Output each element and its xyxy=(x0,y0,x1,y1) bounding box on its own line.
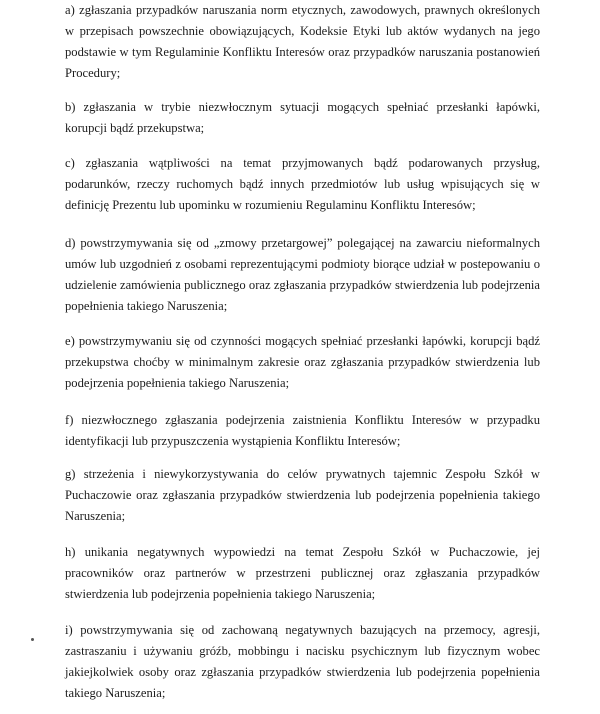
scan-speck-dot xyxy=(31,638,34,641)
list-item-text: d) powstrzymywania się od „zmowy przetargowej” polegającej na zawarciu nieformalnych umów lub uzgodnień z osobami reprezentującymi podmioty biorące udział w postepowaniu o udzielenie zamówienia publicznego oraz zgłaszania przypadków stwierdzenia lub podejrzenia popełnienia takiego Naruszenia; xyxy=(65,236,540,313)
list-item-i xyxy=(65,620,540,704)
list-item-h xyxy=(65,542,540,605)
list-item-a xyxy=(65,0,540,84)
list-item-f xyxy=(65,410,540,452)
list-item-c xyxy=(65,153,540,216)
list-item-text: b) zgłaszania w trybie niezwłocznym sytuacji mogących spełniać przesłanki łapówki, korupcji bądź przekupstwa; xyxy=(65,100,540,135)
list-item-d xyxy=(65,233,540,317)
list-item-text: f) niezwłocznego zgłaszania podejrzenia zaistnienia Konfliktu Interesów w przypadku identyfikacji lub przypuszczenia wystąpienia Konfliktu Interesów; xyxy=(65,413,540,448)
list-item-g xyxy=(65,464,540,527)
list-item-text: c) zgłaszania wątpliwości na temat przyjmowanych bądź podarowanych przysług, podarunków, rzeczy ruchomych bądź innych przedmiotów lub usług wpisujących się w definicję Prezentu lub upominku w rozumieniu Regulaminu Konfliktu Interesów; xyxy=(65,156,540,212)
list-item-text: h) unikania negatywnych wypowiedzi na temat Zespołu Szkół w Puchaczowie, jej pracowników oraz partnerów w przestrzeni publicznej oraz zgłaszania przypadków stwierdzenia lub podejrzenia popełnienia takiego Naruszenia; xyxy=(65,545,540,601)
list-item-b xyxy=(65,97,540,139)
list-item-text: g) strzeżenia i niewykorzystywania do celów prywatnych tajemnic Zespołu Szkół w Puchaczowie oraz zgłaszania przypadków stwierdzenia lub podejrzenia popełnienia takiego Naruszenia; xyxy=(65,467,540,523)
list-item-text: e) powstrzymywaniu się od czynności mogących spełniać przesłanki łapówki, korupcji bądź przekupstwa choćby w minimalnym zakresie oraz zgłaszania przypadków stwierdzenia lub podejrzenia popełnienia takiego Naruszenia; xyxy=(65,334,540,390)
list-item-e xyxy=(65,331,540,394)
list-item-text: i) powstrzymywania się od zachowaną negatywnych bazujących na przemocy, agresji, zastraszaniu i używaniu gróźb, mobbingu i nacisku psychicznym lub fizycznym wobec jakiejkolwiek osoby oraz zgłaszania przypadków stwierdzenia lub podejrzenia popełnienia takiego Naruszenia; xyxy=(65,623,540,700)
list-item-text: a) zgłaszania przypadków naruszania norm etycznych, zawodowych, prawnych określonych w przepisach powszechnie obowiązujących, Kodeksie Etyki lub aktów wydanych na jego podstawie w tym Regulaminie Konfliktu Interesów oraz przypadków naruszania postanowień Procedury; xyxy=(65,3,540,80)
